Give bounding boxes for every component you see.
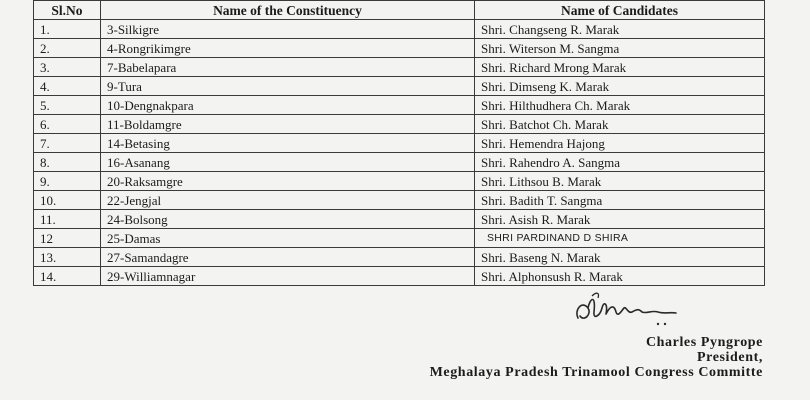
cell-constituency: 10-Dengnakpara (101, 96, 475, 115)
signatory-name: Charles Pyngrope (645, 335, 763, 350)
cell-constituency: 29-Williamnagar (101, 267, 475, 286)
table-row (34, 20, 765, 39)
cell-constituency: 16-Asanang (101, 153, 475, 172)
cell-constituency: 25-Damas (101, 229, 475, 248)
cell-candidate: Shri. Batchot Ch. Marak (475, 115, 765, 134)
cell-candidate: Shri. Asish R. Marak (475, 210, 765, 229)
cell-sl-no: 7. (34, 134, 101, 153)
cell-candidate: Shri. Dimseng K. Marak (475, 77, 765, 96)
cell-candidate: Shri. Alphonsush R. Marak (475, 267, 765, 286)
table-row (34, 39, 765, 58)
cell-sl-no: 9. (34, 172, 101, 191)
cell-sl-no: 10. (34, 191, 101, 210)
cell-candidate: Shri. Badith T. Sangma (475, 191, 765, 210)
cell-sl-no: 5. (34, 96, 101, 115)
cell-sl-no: 6. (34, 115, 101, 134)
cell-sl-no: 13. (34, 248, 101, 267)
table-row (34, 134, 765, 153)
header-sl-no: Sl.No (34, 1, 101, 20)
table-row (34, 58, 765, 77)
cell-sl-no: 14. (34, 267, 101, 286)
cell-sl-no: 2. (34, 39, 101, 58)
signatory-title: President, (696, 350, 763, 365)
cell-candidate: Shri. Witerson M. Sangma (475, 39, 765, 58)
cell-candidate: Shri. Hilthudhera Ch. Marak (475, 96, 765, 115)
handwritten-signature (570, 286, 690, 332)
cell-constituency: 3-Silkigre (101, 20, 475, 39)
table-row (34, 153, 765, 172)
cell-constituency: 24-Bolsong (101, 210, 475, 229)
table-row (34, 115, 765, 134)
cell-sl-no: 1. (34, 20, 101, 39)
cell-candidate: Shri. Lithsou B. Marak (475, 172, 765, 191)
table-header-row (34, 1, 765, 20)
cell-sl-no: 12 (34, 229, 101, 248)
header-constituency: Name of the Constituency (101, 1, 475, 20)
table-row (34, 229, 765, 248)
cell-constituency: 7-Babelapara (101, 58, 475, 77)
table-row (34, 172, 765, 191)
cell-constituency: 4-Rongrikimgre (101, 39, 475, 58)
table-row (34, 267, 765, 286)
cell-candidate: Shri. Richard Mrong Marak (475, 58, 765, 77)
candidates-table (33, 0, 765, 286)
cell-sl-no: 4. (34, 77, 101, 96)
cell-constituency: 22-Jengjal (101, 191, 475, 210)
cell-sl-no: 3. (34, 58, 101, 77)
header-candidates: Name of Candidates (475, 1, 765, 20)
table-row (34, 77, 765, 96)
signatory-block (430, 335, 763, 380)
cell-constituency: 27-Samandagre (101, 248, 475, 267)
cell-constituency: 20-Raksamgre (101, 172, 475, 191)
cell-candidate: Shri. Changseng R. Marak (475, 20, 765, 39)
cell-sl-no: 8. (34, 153, 101, 172)
cell-candidate: Shri. Hemendra Hajong (475, 134, 765, 153)
cell-constituency: 14-Betasing (101, 134, 475, 153)
cell-candidate: Shri. Rahendro A. Sangma (475, 153, 765, 172)
table-row (34, 191, 765, 210)
table-row (34, 210, 765, 229)
cell-constituency: 11-Boldamgre (101, 115, 475, 134)
cell-sl-no: 11. (34, 210, 101, 229)
cell-constituency: 9-Tura (101, 77, 475, 96)
table-row (34, 96, 765, 115)
table-row (34, 248, 765, 267)
cell-candidate: Shri. Baseng N. Marak (475, 248, 765, 267)
signatory-organization: Meghalaya Pradesh Trinamool Congress Committe (429, 365, 763, 380)
cell-candidate: SHRI PARDINAND D SHIRA (475, 229, 765, 248)
